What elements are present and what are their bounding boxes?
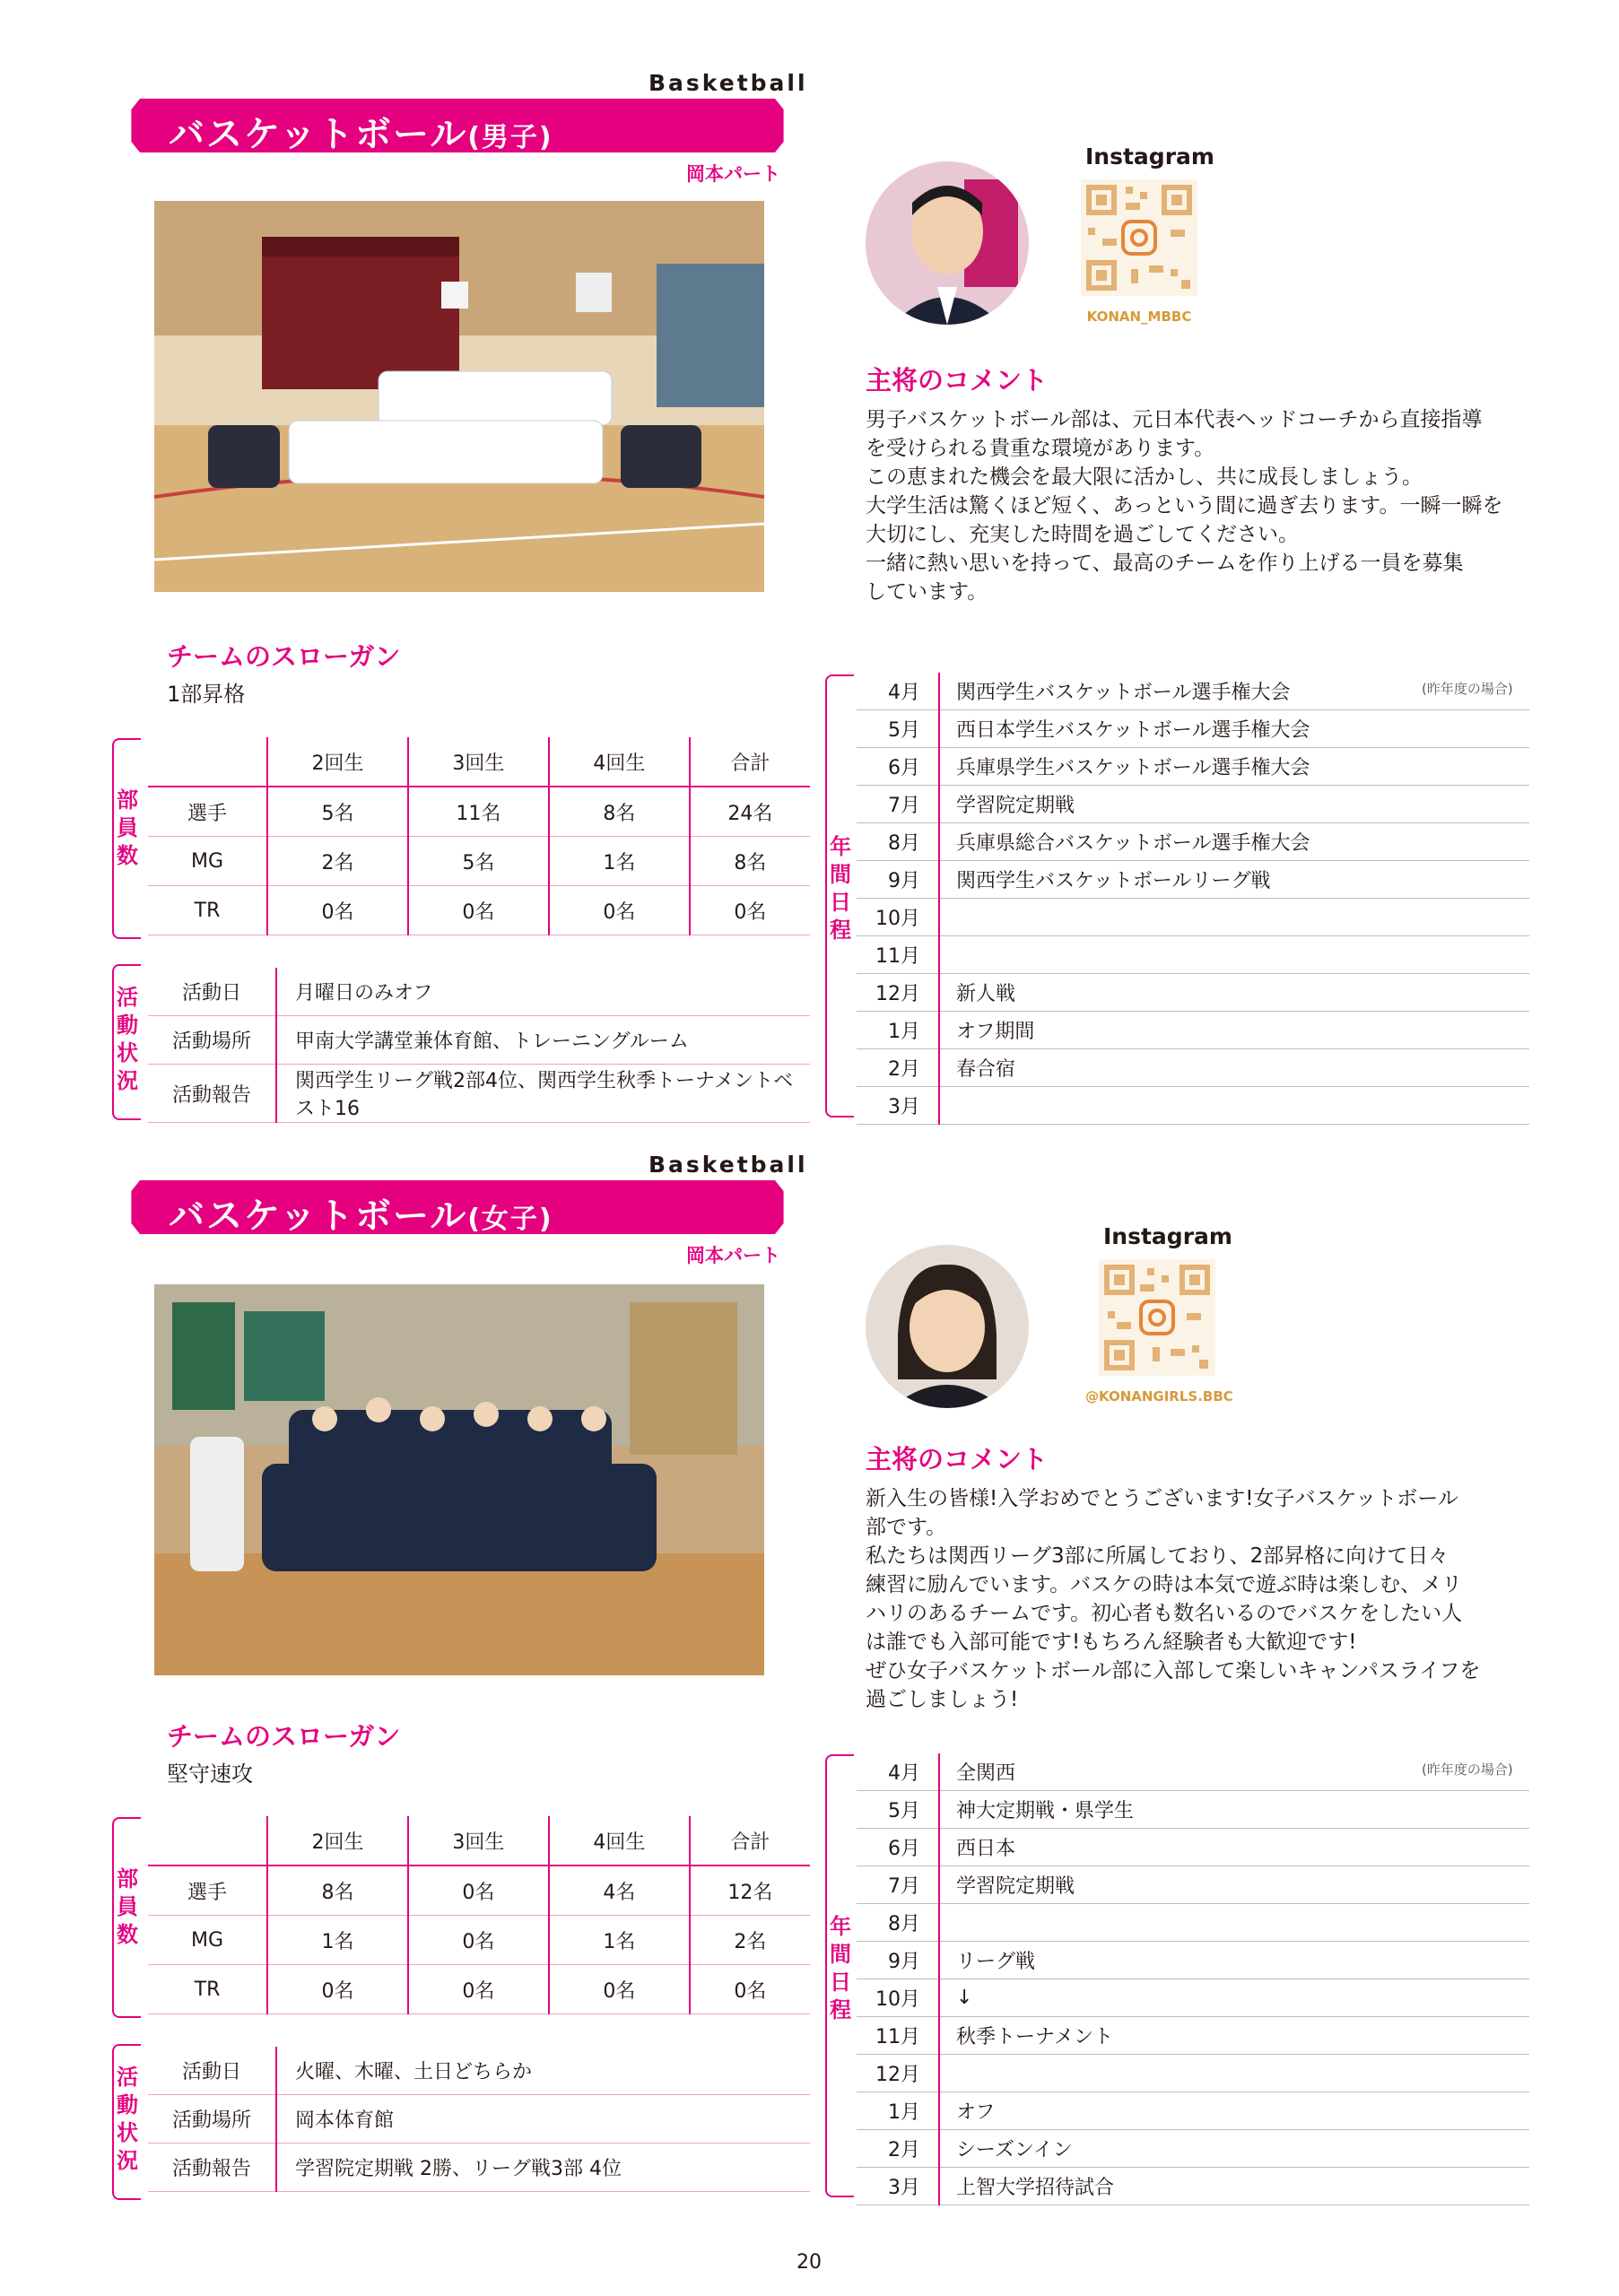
instagram-qr-code[interactable]: [1099, 1259, 1215, 1376]
schedule-table: [857, 673, 1529, 1125]
table-row: 7月 学習院定期戦: [857, 786, 1529, 823]
schedule-label: 年 間 日 程: [825, 1754, 854, 2197]
table-row: MG 2名 5名 1名 8名: [148, 837, 810, 886]
schedule-note: (昨年度の場合): [1422, 1761, 1513, 1778]
table-row: 7月 学習院定期戦: [857, 1866, 1529, 1904]
team-slogan: 1部昇格: [167, 682, 246, 707]
section-title-suffix: (男子): [467, 122, 553, 153]
comment-heading: 主将のコメント: [866, 365, 1049, 396]
section-title: バスケットボール: [169, 114, 468, 155]
part-label: 岡本パート: [686, 1245, 780, 1266]
table-row: 1月 オフ期間: [857, 1012, 1529, 1049]
activity-table: [148, 2047, 810, 2192]
table-row: MG 1名 0名 1名 2名: [148, 1916, 810, 1965]
table-row: 8月 兵庫県総合バスケットボール選手権大会: [857, 823, 1529, 861]
activity-label: 活 動 状 況: [112, 964, 141, 1120]
table-row: 11月: [857, 936, 1529, 974]
captain-avatar: [866, 161, 1029, 325]
table-row: 10月 ↓: [857, 1979, 1529, 2017]
captain-comment: 新入生の皆様!入学おめでとうございます!女子バスケットボール 部です。 私たちは関西リーグ3部に所属しており、2部昇格に向けて日々 練習に励んでいます。バスケの時は本気で遊ぶ時は楽しむ、メリ ハリのあるチームです。初心者も数名いるのでバスケをしたい人 は誰でも入部可能です!もちろん経験者も大歓迎です! ぜひ女子バスケットボール部に入部して楽しいキャンパスライフを 過ごしましょう!: [866, 1487, 1481, 1711]
section-title-banner: [126, 1180, 789, 1237]
part-label: 岡本パート: [686, 163, 780, 185]
team-photo: [154, 201, 764, 592]
table-row: 8月: [857, 1904, 1529, 1942]
schedule-note: (昨年度の場合): [1422, 681, 1513, 697]
table-row: 1月 オフ: [857, 2092, 1529, 2130]
schedule-table: [857, 1753, 1529, 2205]
captain-avatar: [866, 1245, 1029, 1408]
instagram-handle: KONAN_MBBC: [1086, 309, 1192, 325]
members-label: 部 員 数: [112, 738, 141, 939]
members-label: 部 員 数: [112, 1817, 141, 2018]
table-row: 選手 8名 0名 4名 12名: [148, 1866, 810, 1916]
table-row: 3月 上智大学招待試合: [857, 2168, 1529, 2205]
table-row: 活動日 火曜、木曜、土日どちらか: [148, 2047, 810, 2095]
comment-heading: 主将のコメント: [866, 1444, 1049, 1474]
table-row: 2月 シーズンイン: [857, 2130, 1529, 2168]
table-row: 4月 関西学生バスケットボール選手権大会: [857, 673, 1529, 710]
table-row: 12月: [857, 2055, 1529, 2092]
table-row: 活動場所 甲南大学講堂兼体育館、トレーニングルーム: [148, 1016, 810, 1065]
table-row: 5月 神大定期戦・県学生: [857, 1791, 1529, 1829]
schedule-label: 年 間 日 程: [825, 674, 854, 1118]
team-slogan: 堅守速攻: [167, 1761, 253, 1787]
members-table: 2回生 3回生 4回生 合計 選手 8名 0名 4名 12名 MG 1名 0名 1名 2名 TR 0名 0名 0名 0名: [148, 1816, 810, 2014]
category-label: Basketball: [648, 1152, 808, 1178]
table-row: 9月 リーグ戦: [857, 1942, 1529, 1979]
slogan-heading: チームのスローガン: [167, 1721, 401, 1752]
slogan-heading: チームのスローガン: [167, 641, 401, 672]
activity-label: 活 動 状 況: [112, 2044, 141, 2200]
table-row: 活動場所 岡本体育館: [148, 2095, 810, 2144]
table-row: 11月 秋季トーナメント: [857, 2017, 1529, 2055]
section-title-suffix: (女子): [467, 1204, 553, 1235]
table-row: 6月 西日本: [857, 1829, 1529, 1866]
table-row: 活動報告 関西学生リーグ戦2部4位、関西学生秋季トーナメントベスト16: [148, 1065, 810, 1123]
captain-comment: 男子バスケットボール部は、元日本代表ヘッドコーチから直接指導 を受けられる貴重な環境があります。 この恵まれた機会を最大限に活かし、共に成長しましょう。 大学生活は驚くほど短く、あっという間に過ぎ去ります。一瞬一瞬を 大切にし、充実した時間を過ごしてください。 一緒に熱い思いを持って、最高のチームを作り上げる一員を募集 しています。: [866, 408, 1503, 604]
table-row: 6月 兵庫県学生バスケットボール選手権大会: [857, 748, 1529, 786]
activity-table: [148, 968, 810, 1123]
instagram-handle: @KONANGIRLS.BBC: [1085, 1388, 1233, 1405]
members-table: 2回生 3回生 4回生 合計 選手 5名 11名 8名 24名 MG 2名 5名 1名 8名 TR 0名 0名 0名 0名: [148, 737, 810, 935]
table-row: TR 0名 0名 0名 0名: [148, 1965, 810, 2014]
table-row: 選手 5名 11名 8名 24名: [148, 787, 810, 837]
category-label: Basketball: [648, 70, 808, 96]
section-title: バスケットボール: [169, 1196, 468, 1237]
table-row: 4月 全関西: [857, 1753, 1529, 1791]
table-row: 活動日 月曜日のみオフ: [148, 968, 810, 1016]
team-photo: [154, 1284, 764, 1675]
table-row: 12月 新人戦: [857, 974, 1529, 1012]
page-number: 20: [796, 2251, 822, 2274]
table-row: 9月 関西学生バスケットボールリーグ戦: [857, 861, 1529, 899]
table-row: TR 0名 0名 0名 0名: [148, 886, 810, 935]
table-row: 5月 西日本学生バスケットボール選手権大会: [857, 710, 1529, 748]
table-row: 10月: [857, 899, 1529, 936]
table-row: 2月 春合宿: [857, 1049, 1529, 1087]
instagram-label: Instagram: [1085, 144, 1214, 170]
section-title-banner: [126, 99, 789, 155]
table-row: 3月: [857, 1087, 1529, 1125]
instagram-label: Instagram: [1103, 1223, 1232, 1249]
instagram-qr-code[interactable]: [1081, 179, 1197, 296]
table-row: 活動報告 学習院定期戦 2勝、リーグ戦3部 4位: [148, 2144, 810, 2192]
